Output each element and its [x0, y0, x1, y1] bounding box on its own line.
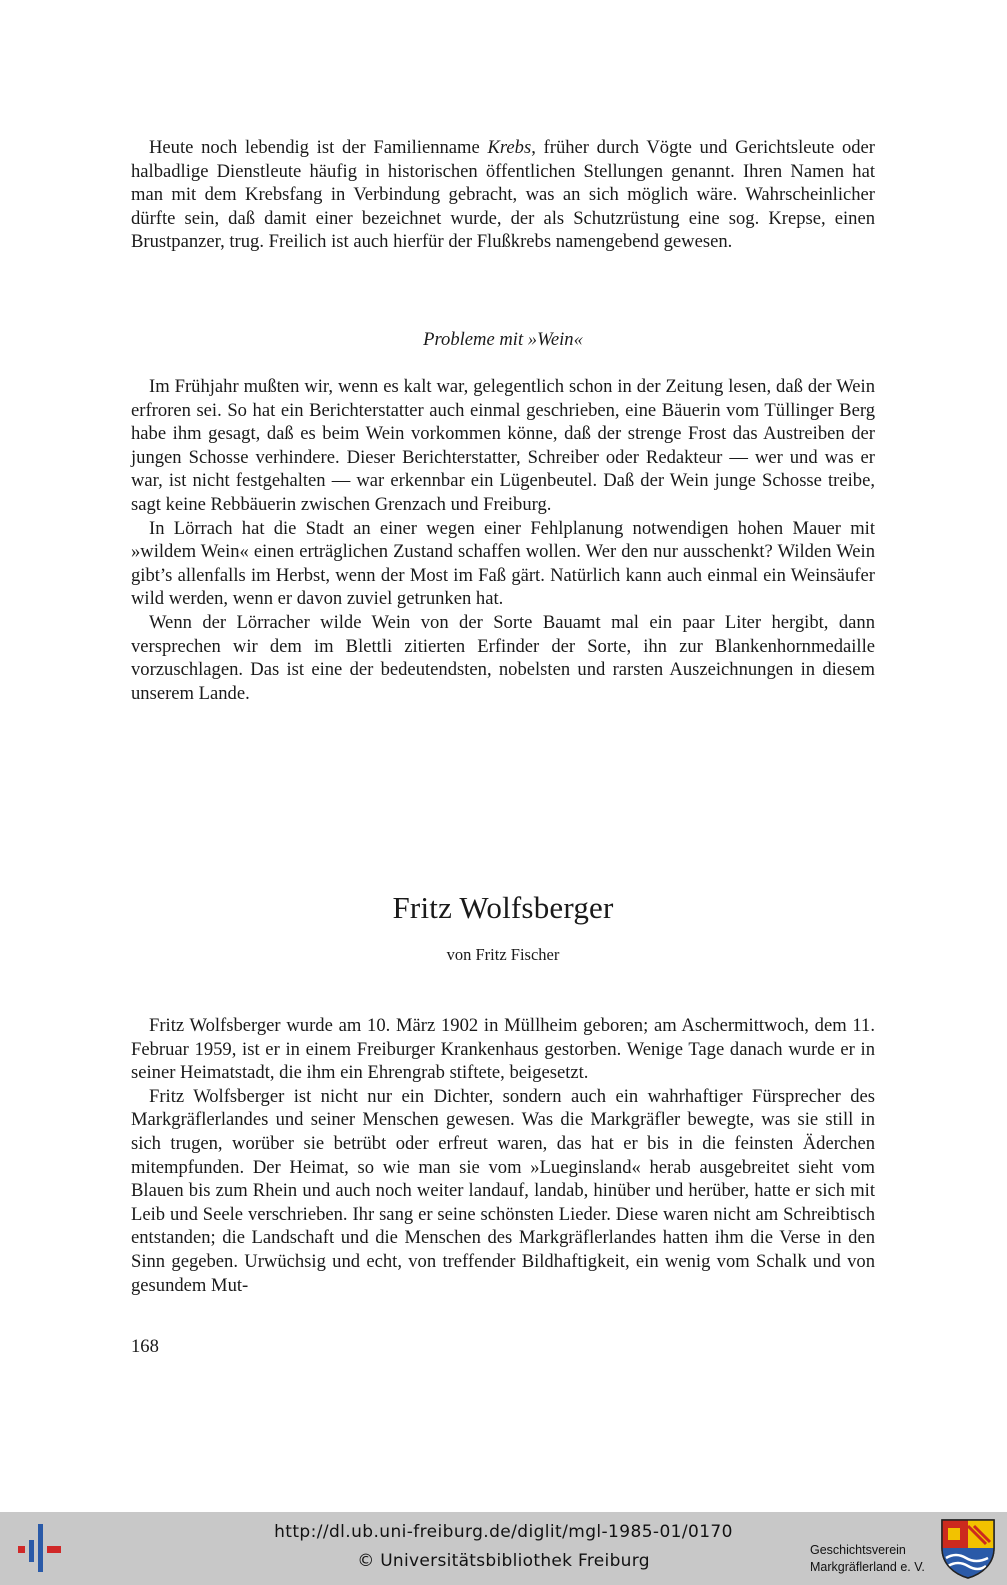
paragraph: In Lörrach hat die Stadt an einer wegen einer Fehlplanung notwendigen hohen Mauer mit »wildem Wein« einen erträglichen Zustand schaffen wollen. Wer den nur ausschenkt? Wilden Wein gibt’s allenfalls im Herbst, wenn der Most im Faß gärt. Natürlich kann auch einmal ein Weinsäufer wild werden, wenn er davon zuviel getrunken hat. [131, 517, 875, 610]
copyright-text: © Universitätsbibliothek Freiburg [357, 1551, 650, 1571]
article-title: Fritz Wolfsberger [392, 890, 614, 925]
article-author: von Fritz Fischer [446, 945, 560, 964]
paragraph: Im Frühjahr mußten wir, wenn es kalt war, gelegentlich schon in der Zeitung lesen, daß der Wein erfroren sei. So hat ein Berichterstatter auch einmal geschrieben, eine Bäuerin vom Tüllinger Berg habe ihm gesagt, daß es beim Wein vorkommen könne, daß der strenge Frost das Austreiben der jungen Schosse verhindere. Dieser Berichterstatter, Schreiber oder Redakteur — wer und was er war, ist nicht festgehalten — war erkennbar ein Lügenbeutel. Daß der Wein junge Schosse treibe, sagt keine Rebbäuerin zwischen Grenzach und Freiburg. [131, 376, 875, 515]
paragraph: Heute noch lebendig ist der Familienname Krebs, früher durch Vögte und Gerichtsleute oder halbadlige Dienstleute häufig in historischen öffentlichen Stellungen genannt. Ihren Namen hat man mit dem Krebsfang in Verbindung gebracht, was an sich möglich wäre. Wahrscheinlicher dürfte sein, daß damit einer bezeichnet wurde, der als Schutzrüstung eine sog. Krepse, einen Brustpanzer, trug. Freilich ist auch hierfür der Flußkrebs namengebend gewesen. [131, 137, 875, 253]
paragraph: Fritz Wolfsberger wurde am 10. März 1902 in Müllheim geboren; am Aschermittwoch, dem 11. Februar 1959, ist er in einem Freiburger Krankenhaus gestorben. Wenige Tage danach wurde er in seiner Heimatstadt, die ihm ein Ehrengrab stiftete, beigesetzt. [131, 1015, 875, 1084]
publisher-line: Markgräflerland e. V. [810, 1560, 925, 1574]
emphasized-name: Krebs [487, 137, 532, 158]
publisher-name [810, 1542, 925, 1576]
page-number: 168 [131, 1336, 159, 1357]
section-heading: Probleme mit »Wein« [423, 329, 583, 350]
publisher-line: Geschichtsverein [810, 1543, 906, 1557]
paragraph: Wenn der Lörracher wilde Wein von der Sorte Bauamt mal ein paar Liter hergibt, dann versprechen wir dem im Blettli zitierten Erfinder der Sorte, ihn zur Blankenhornmedaille vorzuschlagen. Das ist eine der bedeutendsten, nobelsten und rarsten Auszeichnungen in diesem unserem Lande. [131, 611, 875, 704]
article-wolfsberger [131, 1014, 875, 1297]
paragraph: Fritz Wolfsberger ist nicht nur ein Dichter, sondern auch ein wahrhaftiger Fürsprecher des Markgräflerlandes und seiner Menschen gewesen. Was die Markgräfler bewegte, was sie still in sich trugen, worüber sie betrübt oder erfreut waren, das hat er bis in die feinsten Äderchen mitempfunden. Der Heimat, so wie man sie vom »Lueginsland« herab ausgebreitet sieht vom Blauen bis zum Rhein und auch noch weiter landauf, landab, hinüber und herüber, hatte er sich mit Leib und Seele verschrieben. Ihr sang er seine schönsten Lieder. Diese waren nicht am Schreibtisch entstanden; die Landschaft und die Menschen des Markgräflerlandes hatten ihm die Verse in den Sinn gegeben. Urwüchsig und echt, von treffender Bildhaftigkeit, ein wenig vom Schalk und von gesundem Mut- [131, 1085, 875, 1296]
article-krebs [131, 136, 875, 254]
article-wein [131, 375, 875, 705]
source-url-link[interactable]: http://dl.ub.uni-freiburg.de/diglit/mgl-1985-01/0170 [274, 1522, 733, 1542]
footer-bar [0, 1512, 1007, 1585]
coat-of-arms-icon [940, 1518, 996, 1580]
